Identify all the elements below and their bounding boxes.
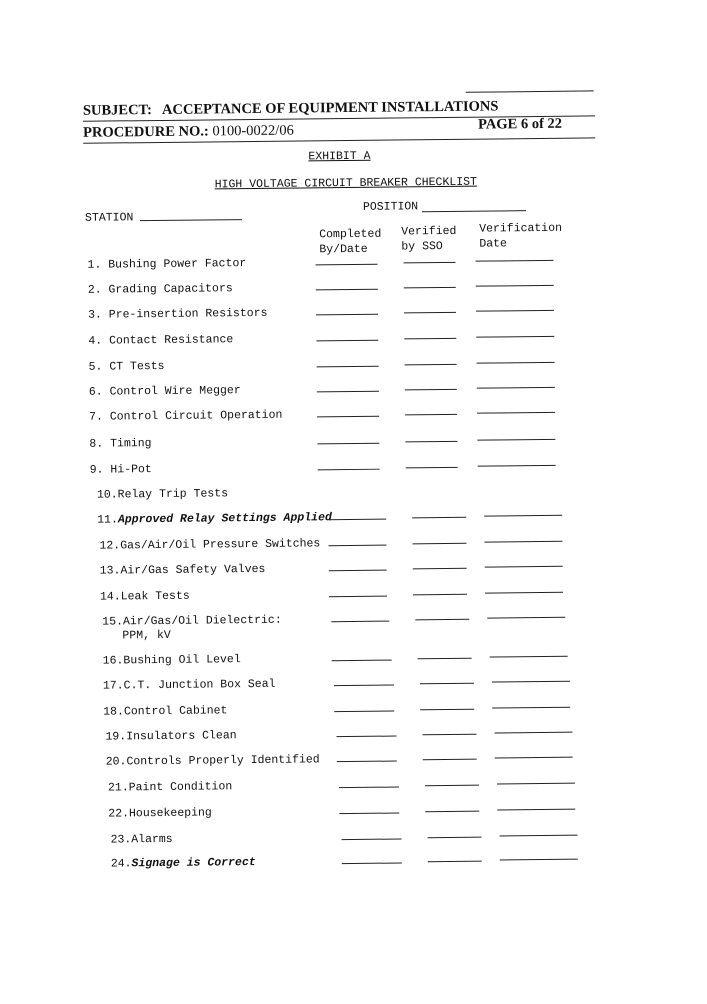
completed-field[interactable] [316,264,378,266]
column-verified-line2: by SSO [401,240,443,254]
verified-field[interactable] [404,262,456,264]
completed-field[interactable] [334,685,394,687]
verified-field[interactable] [413,594,467,596]
column-completed-line2: By/Date [319,242,368,257]
verified-field[interactable] [418,658,472,660]
completed-field[interactable] [334,711,394,713]
verification-date-field[interactable] [477,387,555,389]
completed-field[interactable] [317,443,379,445]
checklist-item [0,354,706,381]
verification-date-field[interactable] [494,732,572,734]
verification-date-field[interactable] [484,541,562,543]
header-top-rule [466,90,594,92]
verified-field[interactable] [404,287,456,289]
item-label: 17.C.T. Junction Box Seal [102,677,276,693]
completed-field[interactable] [337,761,397,763]
verified-field[interactable] [415,619,469,621]
verification-date-field[interactable] [476,260,554,262]
item-label: 20.Controls Properly Identified [105,753,320,769]
item-label: 21.Paint Condition [107,780,233,795]
column-completed-line1: Completed [319,227,382,242]
item-label: 12.Gas/Air/Oil Pressure Switches [99,537,321,553]
completed-field[interactable] [317,416,379,418]
verification-date-field[interactable] [497,783,575,785]
item-label: 19.Insulators Clean [105,729,237,744]
verification-date-field[interactable] [476,336,554,338]
checklist-item [0,431,707,458]
completed-field[interactable] [316,340,378,342]
checklist-item [1,584,707,611]
item-label: 9. Hi-Pot [89,463,152,477]
verification-date-field[interactable] [500,835,578,837]
item-label: 10.Relay Trip Tests [96,487,229,502]
completed-field[interactable] [331,621,389,623]
column-verification-line1: Verification [479,221,563,236]
verification-date-field[interactable] [485,592,563,594]
checklist-item [2,648,707,675]
verification-date-field[interactable] [490,656,568,658]
completed-field[interactable] [339,787,399,789]
checklist-item [0,302,705,329]
verification-date-field[interactable] [477,412,555,414]
verified-field[interactable] [420,709,474,711]
verified-field[interactable] [405,389,457,391]
verified-field[interactable] [405,414,457,416]
verification-date-field[interactable] [485,566,563,568]
verification-date-field[interactable] [476,310,554,312]
checklist-item [3,749,707,776]
position-field[interactable] [422,210,526,212]
checklist-item [0,404,706,431]
verified-field[interactable] [404,338,456,340]
item-label: 4. Contact Resistance [88,333,234,348]
item-sublabel: PPM, kV [122,628,171,643]
column-verified [401,224,457,255]
item-label: 23.Alarms [110,832,173,847]
verification-date-field[interactable] [477,362,555,364]
checklist-item [4,851,707,878]
verified-field[interactable] [404,312,456,314]
verification-date-field[interactable] [487,617,565,619]
verification-date-field[interactable] [500,859,578,861]
verification-date-field[interactable] [476,285,554,287]
item-label: 2. Grading Capacitors [87,282,233,297]
item-label: 8. Timing [89,437,152,451]
verified-field[interactable] [413,568,467,570]
verification-date-field[interactable] [484,515,562,517]
verified-field[interactable] [412,517,466,519]
item-label: 11.Approved Relay Settings Applied [97,511,332,527]
checklist-item [1,558,707,585]
verified-field[interactable] [405,364,457,366]
checklist-item [0,457,707,484]
completed-field[interactable] [318,469,380,471]
completed-field[interactable] [328,519,386,521]
checklist-item [2,673,707,700]
verified-field[interactable] [425,785,479,787]
procedure-value: 0100-0022/06 [212,122,294,140]
column-completed [319,227,381,258]
item-label: 1. Bushing Power Factor [87,257,247,272]
exhibit-title: EXHIBIT A [308,149,371,164]
page-number: PAGE 6 of 22 [477,115,563,133]
verified-field[interactable] [420,683,474,685]
checklist-item [0,328,705,355]
verification-date-field[interactable] [477,439,555,441]
subject-label: SUBJECT: [82,102,153,119]
station-label: STATION [84,211,134,225]
checklist-item [2,699,707,726]
procedure-label: PROCEDURE NO.: [83,123,209,141]
checklist-item [0,252,705,279]
checklist-item [0,482,707,509]
completed-field[interactable] [342,838,402,840]
checklist-item [0,379,706,406]
checklist-item [1,609,707,650]
verified-field[interactable] [425,811,479,813]
verified-field[interactable] [423,759,477,761]
item-label: 3. Pre-insertion Resistors [87,306,268,322]
checklist-item [0,533,707,560]
column-verification-line2: Date [479,237,508,251]
checklist-item [2,724,707,751]
completed-field[interactable] [332,660,392,662]
verified-field[interactable] [422,734,476,736]
item-label: 6. Control Wire Megger [88,384,241,399]
checklist-item [3,801,707,828]
completed-field[interactable] [329,596,387,598]
item-label: 18.Control Cabinet [103,704,228,719]
completed-field[interactable] [329,570,387,572]
completed-field[interactable] [316,314,378,316]
item-label: 7. Control Circuit Operation [89,408,283,424]
item-label: 14.Leak Tests [99,589,190,604]
verified-field[interactable] [428,861,482,863]
verification-date-field[interactable] [492,681,570,683]
verified-field[interactable] [406,467,458,469]
completed-field[interactable] [317,391,379,393]
verification-date-field[interactable] [478,465,556,467]
item-label: 16.Bushing Oil Level [102,653,241,668]
item-label: 22.Housekeeping [108,806,212,821]
checklist-item [3,775,707,802]
completed-field[interactable] [316,289,378,291]
verified-field[interactable] [412,543,466,545]
completed-field[interactable] [342,862,402,864]
completed-field[interactable] [317,366,379,368]
completed-field[interactable] [336,736,396,738]
checklist-item [0,277,705,304]
verification-date-field[interactable] [495,757,573,759]
completed-field[interactable] [339,813,399,815]
position-label: POSITION [362,200,419,214]
subject-value: ACCEPTANCE OF EQUIPMENT INSTALLATIONS [161,98,499,118]
item-label: 5. CT Tests [88,359,165,374]
completed-field[interactable] [328,545,386,547]
verification-date-field[interactable] [492,707,570,709]
column-verification-date [479,221,562,252]
verified-field[interactable] [405,441,457,443]
checklist-item [0,507,707,534]
procedure-line [83,123,294,142]
checklist-item [3,827,707,854]
station-field[interactable] [140,219,242,221]
item-label: 15.Air/Gas/Oil Dielectric: [102,613,282,629]
checklist-title: HIGH VOLTAGE CIRCUIT BREAKER CHECKLIST [214,175,477,192]
item-label: 24.Signage is Correct [110,856,256,871]
verified-field[interactable] [428,837,482,839]
verification-date-field[interactable] [497,809,575,811]
item-label: 13.Air/Gas Safety Valves [99,562,266,578]
column-verified-line1: Verified [401,224,457,239]
